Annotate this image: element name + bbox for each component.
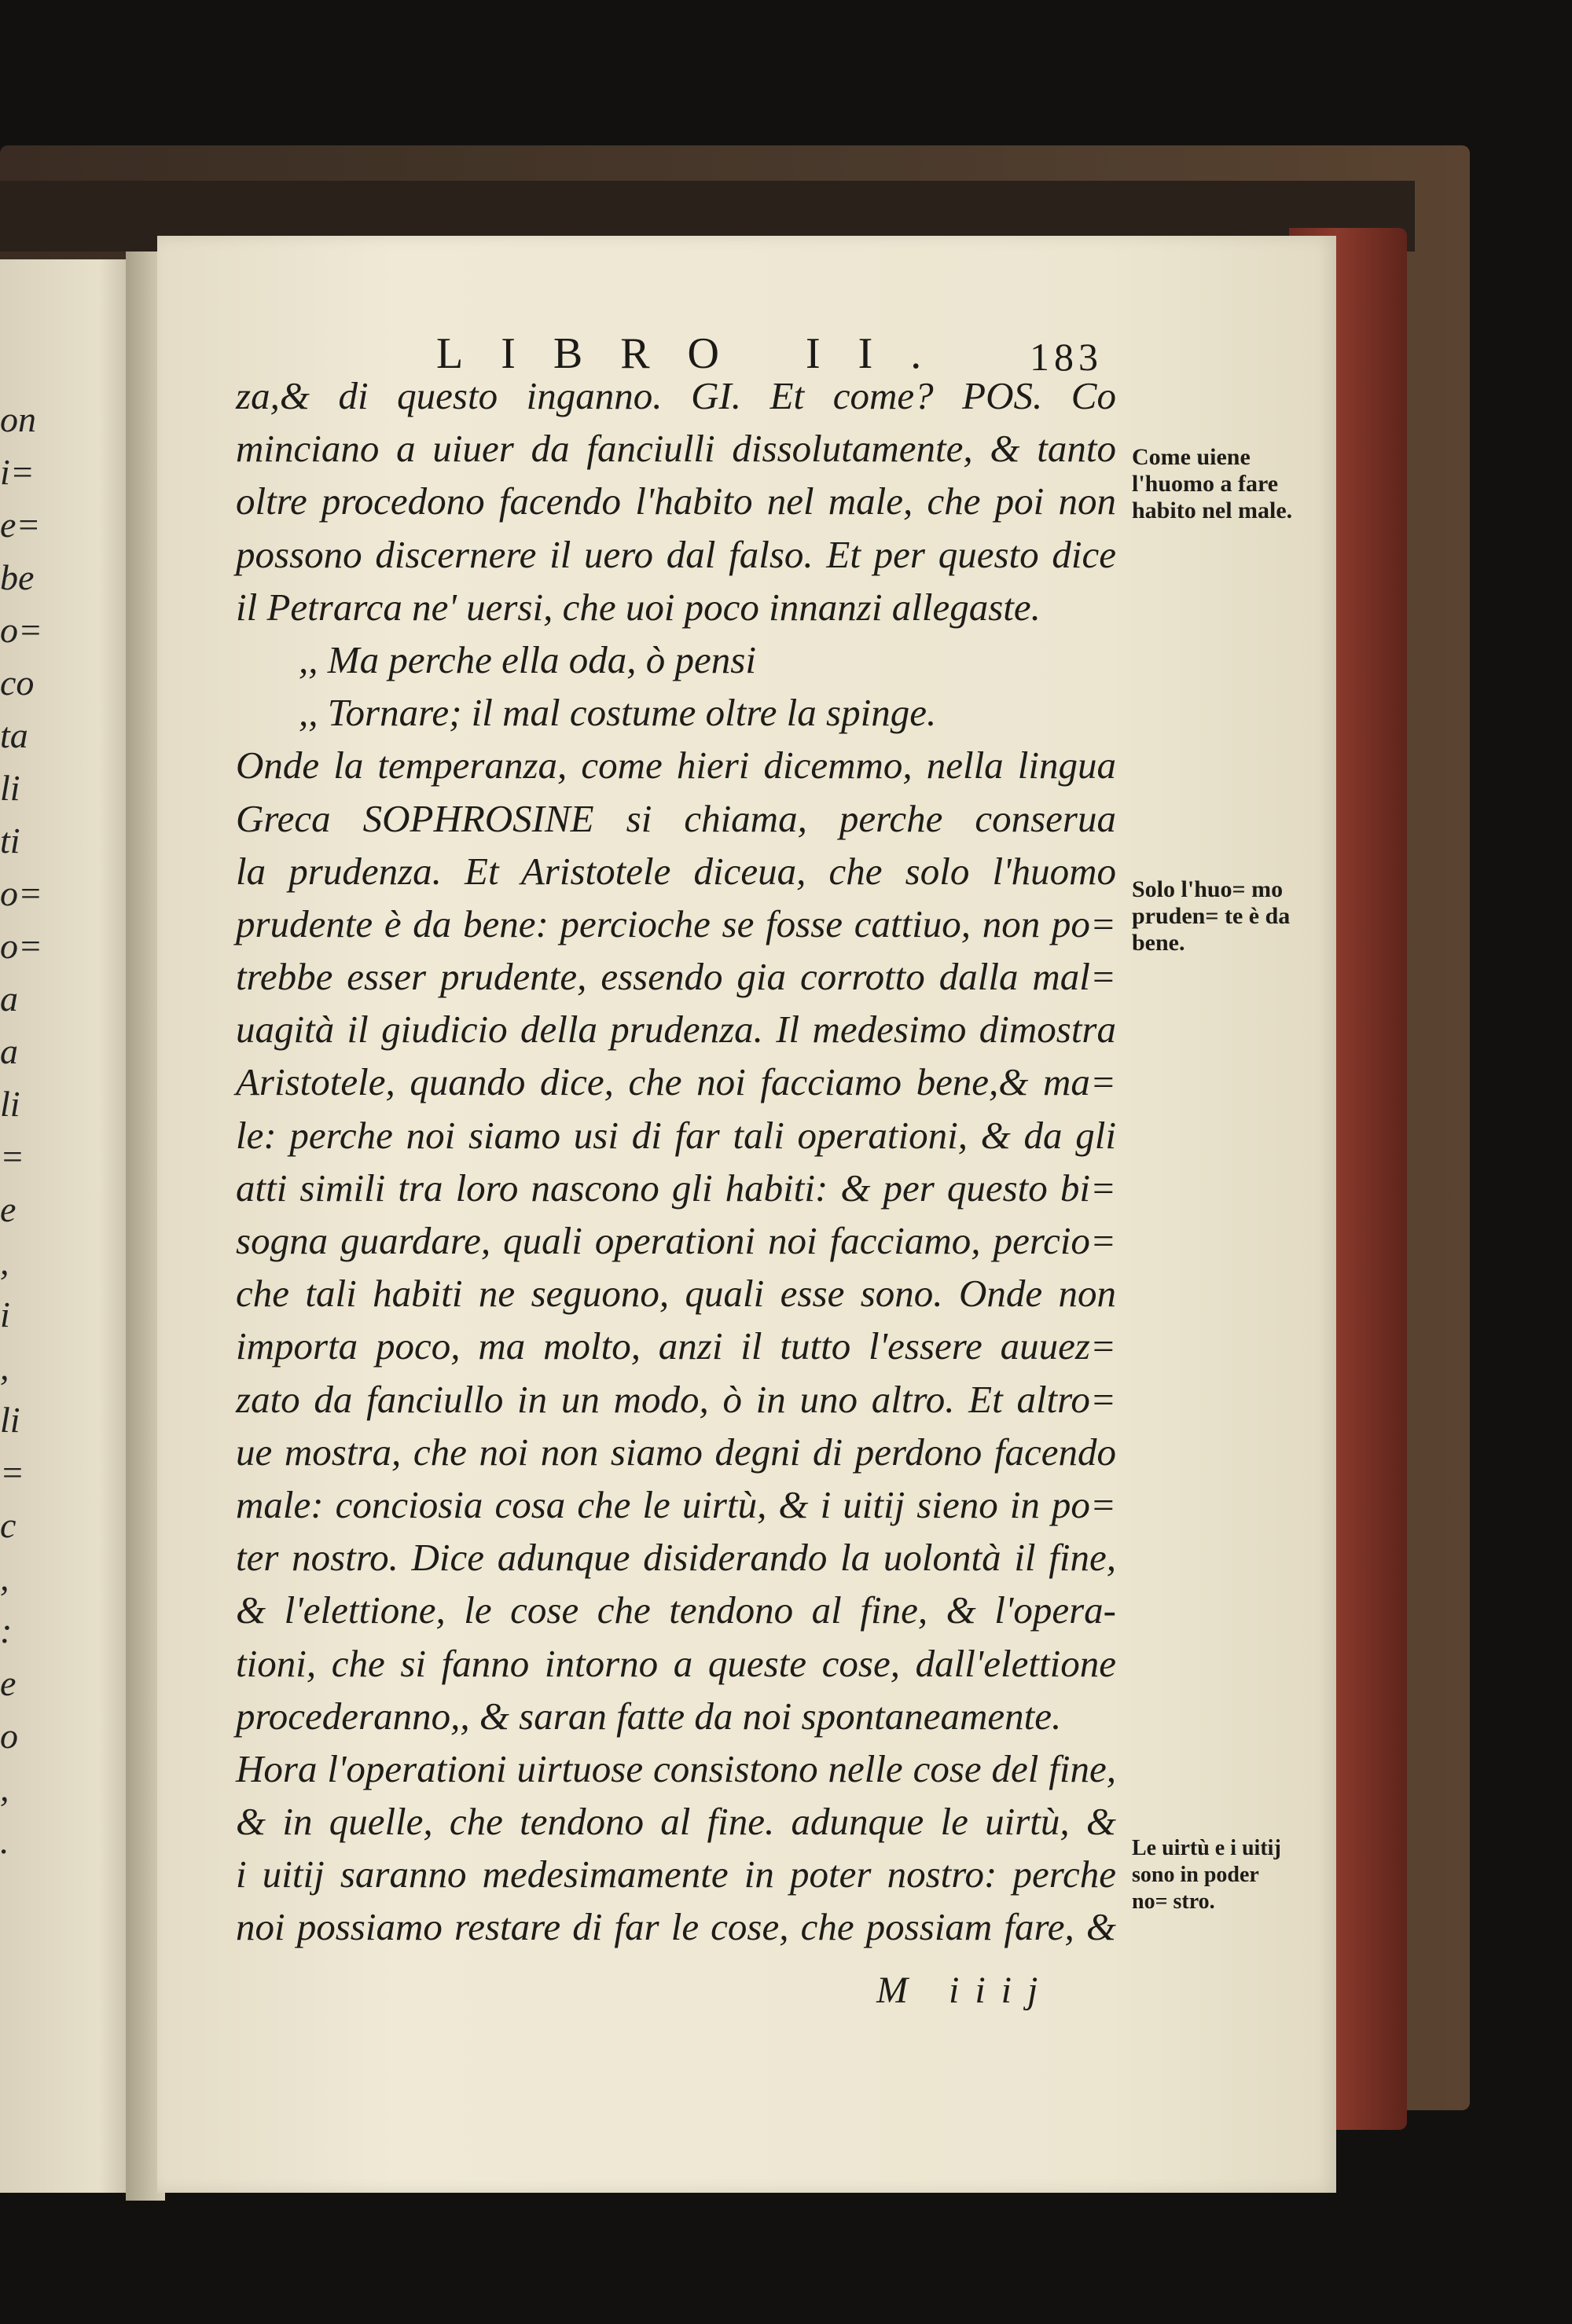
left-page-fragment: on (0, 399, 36, 439)
margin-note: Solo l'huo= mo pruden= te è da bene. (1132, 876, 1291, 956)
left-page-fragment: ti (0, 821, 20, 861)
text-line: sogna guardare, quali operationi noi facciamo, percio= (236, 1219, 1116, 1262)
text-line: ter nostro. Dice adunque disiderando la uolontà il fine, (236, 1536, 1116, 1580)
text-line: & in quelle, che tendono al fine. adunque le uirtù, & (236, 1800, 1116, 1844)
left-page-fragment: c (0, 1505, 17, 1545)
text-line: Hora l'operationi uirtuose consistono nelle cose del fine, (236, 1746, 1116, 1790)
text-line: importa poco, ma molto, anzi il tutto l'essere auuez= (236, 1324, 1116, 1368)
left-page-fragment: li (0, 1084, 20, 1124)
text-line: trebbe esser prudente, essendo gia corrotto dalla mal= (236, 955, 1116, 999)
left-page-fragment: e (0, 1189, 17, 1229)
left-page-fragment: , (0, 1768, 9, 1808)
text-line: & l'elettione, le cose che tendono al fine, & l'opera- (236, 1588, 1116, 1632)
text-line: atti simili tra loro nascono gli habiti: & per questo bi= (236, 1166, 1116, 1210)
text-line: ,, Tornare; il mal costume oltre la spinge. (299, 691, 937, 735)
text-line: la prudenza. Et Aristotele diceua, che solo l'huomo (236, 849, 1116, 893)
left-page-text-fragments (0, 393, 47, 1867)
left-page-fragment: , (0, 1347, 9, 1387)
left-page-fragment: o (0, 1716, 18, 1756)
left-page-fragment: o= (0, 610, 43, 650)
left-page-fragment: be (0, 557, 35, 597)
text-line: uagità il giudicio della prudenza. Il medesimo dimostra (236, 1008, 1116, 1052)
text-line: prudente è da bene: percioche se fosse cattiuo, non po= (236, 901, 1116, 945)
running-title: LIBRO II. (436, 329, 960, 378)
signature-mark: M iiij (876, 1970, 1054, 2011)
left-page-fragment: i (0, 1294, 10, 1335)
text-line: minciano a uiuer da fanciulli dissolutamente, & tanto (236, 427, 1116, 471)
text-line: oltre procedono facendo l'habito nel male, che poi non (236, 479, 1116, 523)
text-line: tioni, che si fanno intorno a queste cose, dall'elettione (236, 1641, 1116, 1685)
text-line: il Petrarca ne' uersi, che uoi poco innanzi allegaste. (236, 585, 1041, 629)
left-page-fragment: a (0, 978, 18, 1019)
left-page-fragment: i= (0, 452, 35, 492)
text-line: le: perche noi siamo usi di far tali operationi, & da gli (236, 1113, 1116, 1157)
text-line: male: conciosia cosa che le uirtù, & i uitij sieno in po= (236, 1482, 1116, 1526)
left-page-fragment: = (0, 1452, 25, 1492)
left-page-fragment: : (0, 1610, 13, 1650)
left-page-fragment: o= (0, 926, 43, 966)
left-page-fragment: , (0, 1242, 9, 1282)
left-page-fragment: = (0, 1136, 25, 1177)
left-page-fragment: li (0, 768, 20, 808)
body-text (236, 369, 1116, 1954)
text-line: ue mostra, che noi non siamo degni di perdono facendo (236, 1430, 1116, 1474)
text-line: ,, Ma perche ella oda, ò pensi (299, 637, 756, 681)
text-line: possono discernere il uero dal falso. Et per questo dice (236, 532, 1116, 576)
left-page-fragment: o= (0, 873, 43, 913)
left-page-fragment: li (0, 1400, 20, 1440)
left-page-fragment: ta (0, 715, 28, 755)
text-line: noi possiamo restare di far le cose, che possiam fare, & (236, 1905, 1116, 1949)
left-page-fragment: . (0, 1821, 9, 1861)
left-page-fragment: a (0, 1031, 18, 1071)
text-line: i uitij saranno medesimamente in poter nostro: perche (236, 1852, 1116, 1896)
text-line: Aristotele, quando dice, che noi facciamo bene,& ma= (236, 1060, 1116, 1104)
text-line: che tali habiti ne seguono, quali esse sono. Onde non (236, 1272, 1116, 1316)
text-line: za,& di questo inganno. GI. Et come? POS. Co (236, 374, 1116, 417)
left-page-fragment: co (0, 663, 35, 703)
text-line: Greca SOPHROSINE si chiama, perche conserua (236, 796, 1116, 840)
text-line: procederanno,, & saran fatte da noi spontaneamente. (236, 1694, 1062, 1738)
left-page-fragment: , (0, 1558, 9, 1598)
text-line: zato da fanciullo in un modo, ò in uno altro. Et altro= (236, 1377, 1116, 1421)
margin-note: Le uirtù e i uitij sono in poder no= stro. (1132, 1836, 1281, 1914)
left-page-fragment: e (0, 1663, 17, 1703)
page-number: 183 (1030, 335, 1103, 379)
left-page-fragment: e= (0, 505, 41, 545)
text-line: Onde la temperanza, come hieri dicemmo, nella lingua (236, 743, 1116, 788)
margin-note: Come uiene l'huomo a fare habito nel male. (1132, 444, 1293, 523)
